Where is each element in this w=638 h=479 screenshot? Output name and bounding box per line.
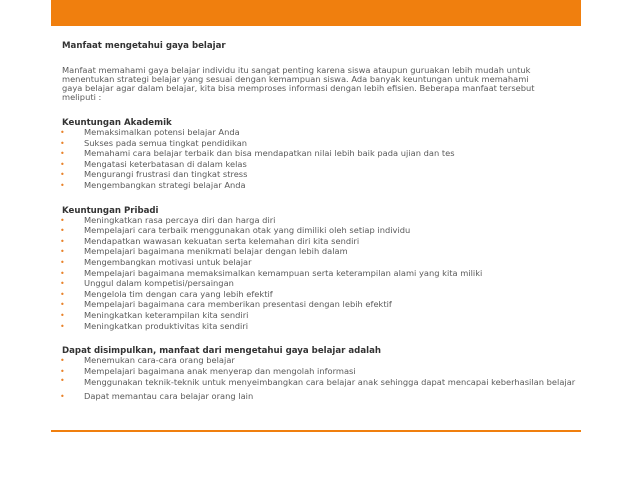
list-item: • Mengurangi frustrasi dan tingkat stress xyxy=(60,169,248,180)
list-item: • Meningkatkan produktivitas kita sendiri xyxy=(60,320,249,331)
section-heading-akademik: Keuntungan Akademik xyxy=(62,118,172,128)
bullet-icon: • xyxy=(60,289,65,299)
list-item: • Mengembangkan motivasi untuk belajar xyxy=(60,256,252,267)
bullet-icon: • xyxy=(60,376,65,386)
bullet-icon: • xyxy=(60,391,65,401)
list-item: • Mengatasi keterbatasan di dalam kelas xyxy=(60,158,247,169)
list-item: • Dapat memantau cara belajar orang lain xyxy=(60,390,254,401)
list-item: • Meningkatkan keterampilan kita sendiri xyxy=(60,309,249,320)
bullet-icon: • xyxy=(60,310,65,320)
list-item: • Mempelajari cara terbaik menggunakan otak yang dimiliki oleh setiap individu xyxy=(60,225,411,236)
bullet-icon: • xyxy=(60,268,65,278)
list-item: • Memaksimalkan potensi belajar Anda xyxy=(60,127,240,137)
intro-paragraph: Manfaat memahami gaya belajar individu itu sangat penting karena siswa ataupun guruakan lebih mudah untuk menentukan strategi belajar yang sesuai dengan kemampuan siswa. Ada banyak keuntungan untuk memahami gaya belajar agar dalam belajar, kita bisa memproses informasi dengan lebih efisien. Beberapa manfaat tersebut meliputi : xyxy=(62,65,535,102)
section-heading-kesimpulan: Dapat disimpulkan, manfaat dari mengetahui gaya belajar adalah xyxy=(62,346,381,357)
list-item: • Menggunakan teknik-teknik untuk menyeimbangkan cara belajar anak sehingga dapat mencapai keberhasilan belajar xyxy=(60,376,576,388)
list-akademik xyxy=(62,128,578,192)
list-item: • Mempelajari bagaimana menikmati belajar dengan lebih dalam xyxy=(60,246,348,257)
list-item: • Mengembangkan strategi belajar Anda xyxy=(60,179,246,190)
list-item: • Mempelajari bagaimana anak menyerap dan mengolah informasi xyxy=(60,365,356,376)
bullet-icon: • xyxy=(60,300,65,310)
list-item: • Sukses pada semua tingkat pendidikan xyxy=(60,137,248,148)
list-item: • Mengelola tim dengan cara yang lebih efektif xyxy=(60,288,273,299)
list-item: • Mempelajari bagaimana cara memberikan presentasi dengan lebih efektif xyxy=(60,299,392,310)
bullet-icon: • xyxy=(60,257,65,267)
list-item: • Meningkatkan rasa percaya diri dan harga diri xyxy=(60,214,276,225)
list-item: • Memahami cara belajar terbaik dan bisa mendapatkan nilai lebih baik pada ujian dan tes xyxy=(60,148,455,159)
bullet-icon: • xyxy=(60,159,65,169)
slide-content xyxy=(62,42,578,402)
bullet-icon: • xyxy=(60,356,65,366)
section-heading-pribadi: Keuntungan Pribadi xyxy=(62,205,159,216)
list-item: • Unggul dalam kompetisi/persaingan xyxy=(60,278,234,289)
bullet-icon: • xyxy=(60,180,65,190)
bullet-icon: • xyxy=(60,366,65,376)
slide-title: Manfaat mengetahui gaya belajar xyxy=(62,41,226,51)
bottom-accent-line xyxy=(51,430,581,432)
list-item: • Mendapatkan wawasan kekuatan serta kelemahan diri kita sendiri xyxy=(60,235,360,246)
bullet-icon: • xyxy=(60,170,65,180)
top-accent-bar xyxy=(51,0,581,26)
list-pribadi xyxy=(62,216,578,333)
bullet-icon: • xyxy=(60,215,65,225)
list-item: • Mempelajari bagaimana memaksimalkan kemampuan serta keterampilan alami yang kita miliki xyxy=(60,267,483,278)
bullet-icon: • xyxy=(60,138,65,148)
bullet-icon: • xyxy=(60,236,65,246)
bullet-icon: • xyxy=(60,247,65,257)
bullet-icon: • xyxy=(60,279,65,289)
bullet-icon: • xyxy=(60,321,65,331)
list-kesimpulan xyxy=(62,356,578,402)
bullet-icon: • xyxy=(60,149,65,159)
bullet-icon: • xyxy=(60,226,65,236)
list-item: • Menemukan cara-cara orang belajar xyxy=(60,355,235,366)
bullet-icon: • xyxy=(60,128,65,137)
